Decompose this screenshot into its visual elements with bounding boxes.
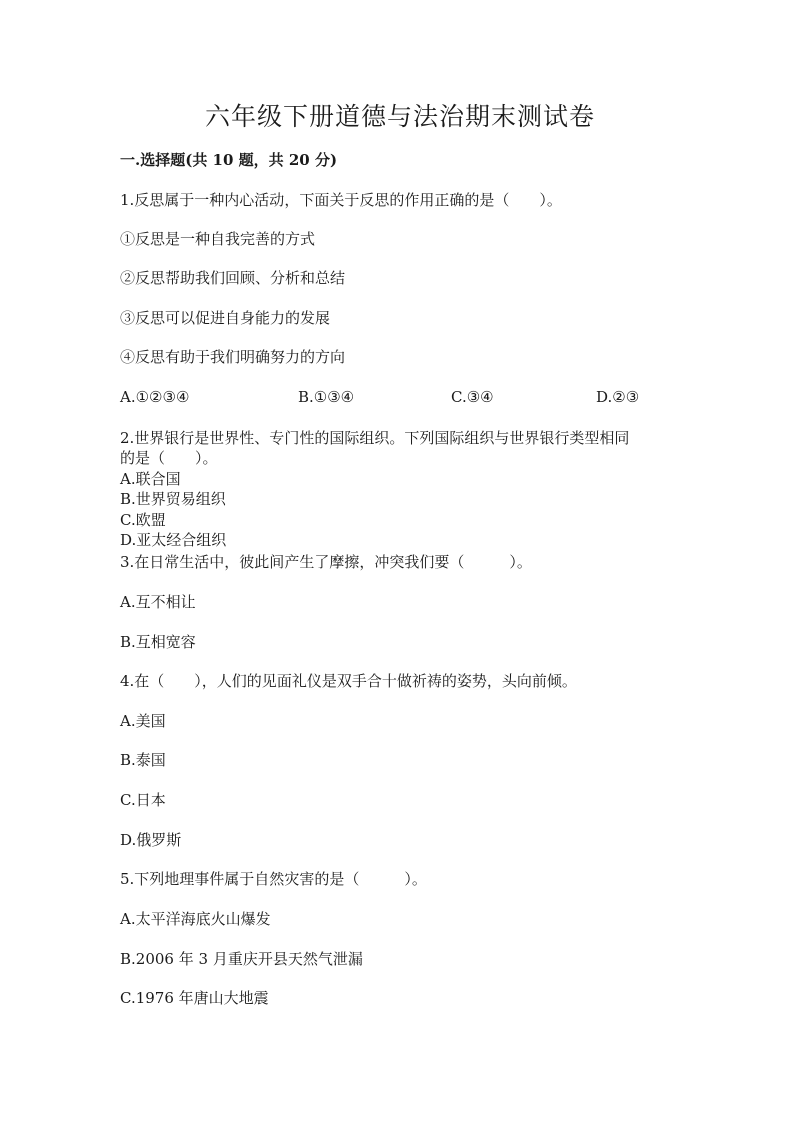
question-3-option-b: B.互相宽容 xyxy=(120,633,196,651)
question-4-option-b: B.泰国 xyxy=(120,751,166,769)
question-4-option-a: A.美国 xyxy=(120,712,166,730)
question-5-option-a: A.太平洋海底火山爆发 xyxy=(120,910,271,928)
question-1-option-b: B.①③④ xyxy=(298,388,355,406)
question-1-stem: 1.反思属于一种内心活动，下面关于反思的作用正确的是（ ）。 xyxy=(120,191,562,209)
question-1-option-d: D.②③ xyxy=(596,388,640,406)
question-1-statement-1: ①反思是一种自我完善的方式 xyxy=(120,230,316,248)
question-2-option-c: C.欧盟 xyxy=(120,511,166,529)
exam-title: 六年级下册道德与法治期末测试卷 xyxy=(204,102,595,131)
question-3-stem: 3.在日常生活中，彼此间产生了摩擦，冲突我们要（ ）。 xyxy=(120,553,532,571)
question-2-option-b: B.世界贸易组织 xyxy=(120,490,226,508)
question-5-option-c: C.1976 年唐山大地震 xyxy=(120,989,269,1007)
question-5-stem: 5.下列地理事件属于自然灾害的是（ ）。 xyxy=(120,870,427,888)
question-4-stem: 4.在（ ），人们的见面礼仪是双手合十做祈祷的姿势，头向前倾。 xyxy=(120,672,577,690)
question-2-option-d: D.亚太经合组织 xyxy=(120,531,227,549)
question-2-stem-line-1: 2.世界银行是世界性、专门性的国际组织。下列国际组织与世界银行类型相同 xyxy=(120,429,630,447)
question-1-option-a: A.①②③④ xyxy=(120,388,190,406)
question-1-statement-2: ②反思帮助我们回顾、分析和总结 xyxy=(120,269,346,287)
question-4-option-d: D.俄罗斯 xyxy=(120,831,182,849)
question-1-statement-4: ④反思有助于我们明确努力的方向 xyxy=(120,348,346,366)
question-1-statement-3: ③反思可以促进自身能力的发展 xyxy=(120,309,331,327)
question-1-option-c: C.③④ xyxy=(451,388,494,406)
question-4-option-c: C.日本 xyxy=(120,791,166,809)
question-2-stem-line-2: 的是（ ）。 xyxy=(120,449,218,467)
question-5-option-b: B.2006 年 3 月重庆开县天然气泄漏 xyxy=(120,950,363,968)
question-3-option-a: A.互不相让 xyxy=(120,593,196,611)
question-2-option-a: A.联合国 xyxy=(120,470,181,488)
section-heading: 一.选择题(共 10 题，共 20 分) xyxy=(120,151,338,169)
